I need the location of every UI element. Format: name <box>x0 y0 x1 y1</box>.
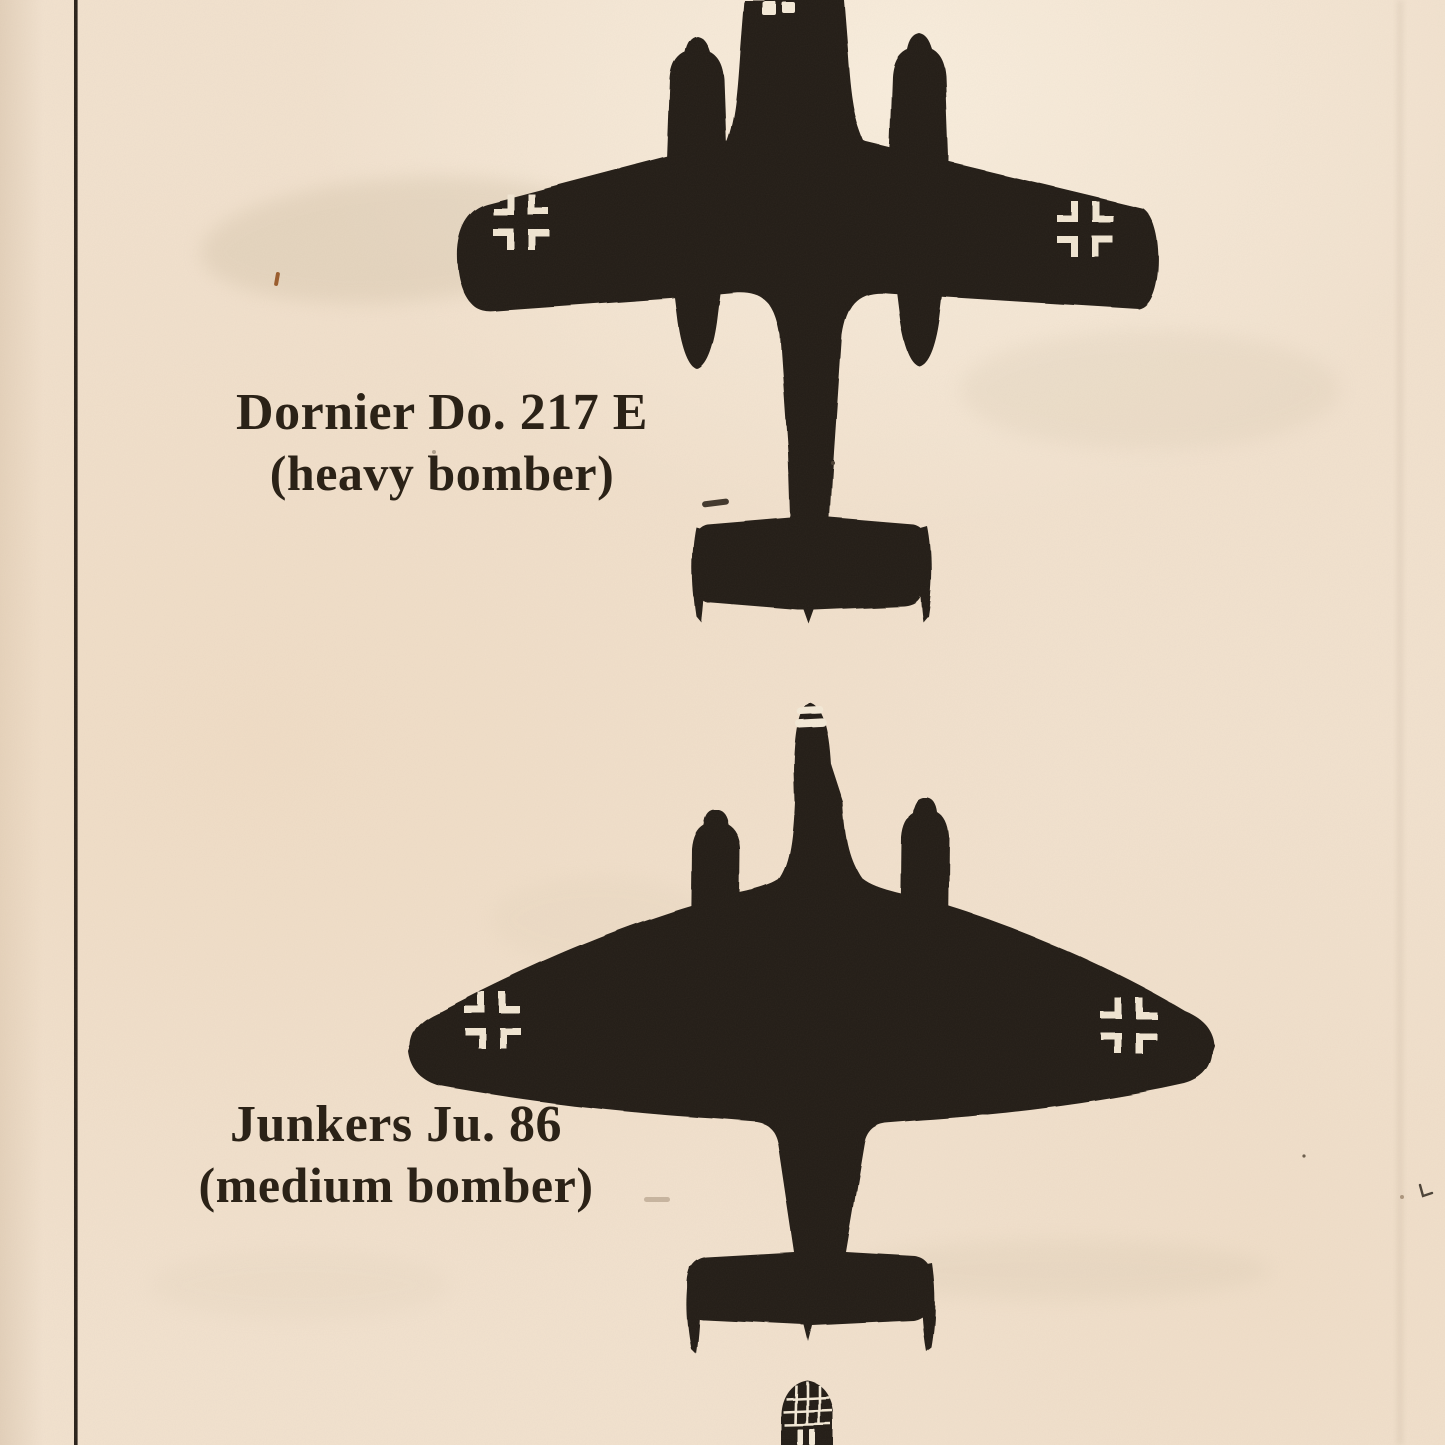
aircraft-type-label: (heavy bomber) <box>269 445 615 501</box>
aircraft-name-label: Dornier Do. 217 E <box>236 384 648 441</box>
aircraft-type-label: (medium bomber) <box>198 1157 594 1213</box>
aircraft-name-label: Junkers Ju. 86 <box>229 1096 563 1153</box>
caption-junkers <box>134 1094 658 1216</box>
caption-dornier <box>182 382 702 504</box>
